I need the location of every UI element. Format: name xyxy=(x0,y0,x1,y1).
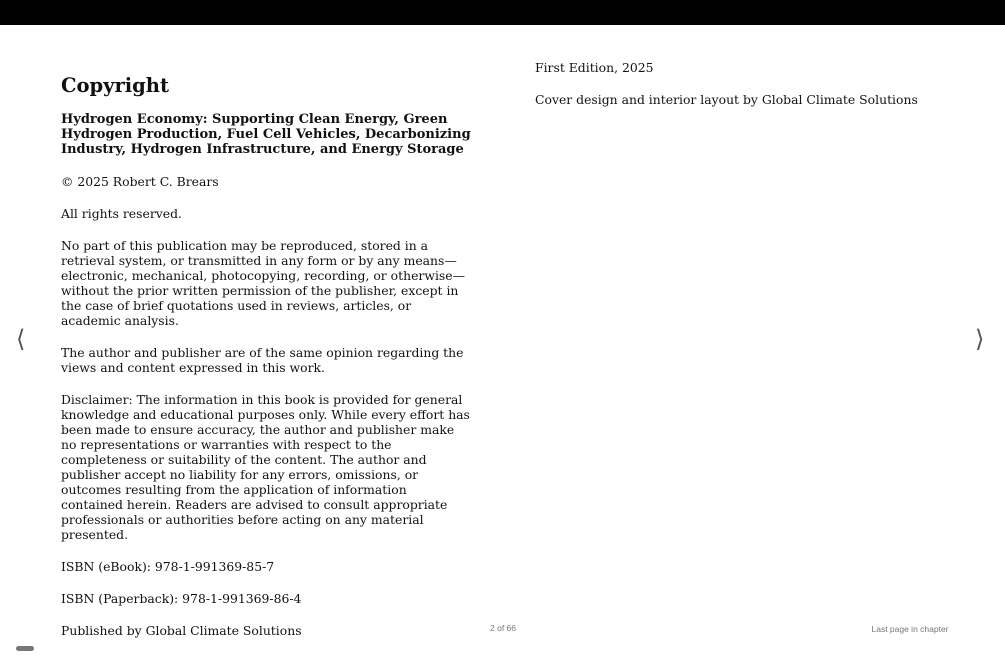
chapter-status: Last page in chapter xyxy=(871,624,949,634)
isbn-paperback: ISBN (Paperback): 978-1-991369-86-4 xyxy=(61,591,302,606)
book-title: Hydrogen Economy: Supporting Clean Energy, Green Hydrogen Production, Fuel Cell Vehicles, Decarbonizing Industry, Hydrogen Infrastructure, and Energy Storage xyxy=(61,112,471,157)
left-page xyxy=(61,74,471,655)
publisher-line: Published by Global Climate Solutions xyxy=(61,623,302,638)
isbn-ebook: ISBN (eBook): 978-1-991369-85-7 xyxy=(61,559,275,574)
page-indicator: 2 of 66 xyxy=(490,623,516,633)
cover-design-credit: Cover design and interior layout by Global Climate Solutions xyxy=(535,92,918,107)
next-page-chevron-icon[interactable]: ⟩ xyxy=(975,325,985,353)
copyright-line: © 2025 Robert C. Brears xyxy=(61,174,219,189)
previous-page-chevron-icon[interactable]: ⟨ xyxy=(16,325,26,353)
right-page xyxy=(535,60,955,124)
opinion-statement: The author and publisher are of the same opinion regarding the views and content expressed in this work. xyxy=(61,345,464,375)
window-top-bar xyxy=(0,0,1005,25)
reproduction-notice: No part of this publication may be reproduced, stored in a retrieval system, or transmitted in any form or by any means—electronic, mechanical, photocopying, recording, or otherwise—without the prior written permission of the publisher, except in the case of brief quotations used in reviews, articles, or academic analysis. xyxy=(61,238,465,328)
page-heading: Copyright xyxy=(61,74,169,97)
disclaimer-paragraph: Disclaimer: The information in this book is provided for general knowledge and educational purposes only. While every effort has been made to ensure accuracy, the author and publisher make no representations or warranties with respect to the completeness or suitability of the content. The author and publisher accept no liability for any errors, omissions, or outcomes resulting from the application of information contained herein. Readers are advised to consult appropriate professionals or authorities before acting on any material presented. xyxy=(61,392,470,542)
rights-statement: All rights reserved. xyxy=(61,206,182,221)
edition-line: First Edition, 2025 xyxy=(535,60,654,75)
scroll-handle[interactable] xyxy=(16,646,34,651)
